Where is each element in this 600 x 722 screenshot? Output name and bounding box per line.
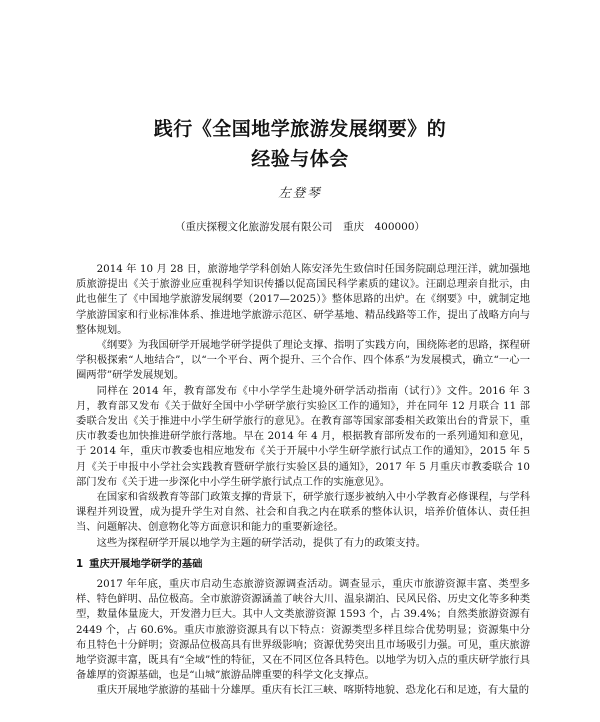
paragraph: 在国家和省级教育等部门政策支撑的背景下，研学旅行逐步被纳入中小学教育必修课程，与学科课程并列设置，成为提升学生对自然、社会和自我之内在联系的整体认识，培养价值体认、责任担当、问题解决、创意物化等方面意识和能力的重要新途径。: [76, 491, 530, 534]
section-heading-text: 重庆开展地学研学的基础: [89, 557, 203, 570]
paragraph: 《纲要》为我国研学开展地学研学提供了理论支撑、指明了实践方向，围绕陈老的思路，探程研学积极探索“人地结合”，以“一个平台、两个提升、三个合作、四个体系”为发展模式，确立“一心一圈两带”研学发展规划。: [76, 339, 530, 382]
paragraph: 2017 年年底，重庆市启动生态旅游资源调查活动。调查显示，重庆市旅游资源丰富、类型多样、特色鲜明、品位极高。全市旅游资源涵盖了峡谷大川、温泉湖泊、民风民俗、历史文化等多种类型，数量体量庞大，开发潜力巨大。其中人文类旅游资源 1593 个，占 39.4%；自然类旅游资源有 2449 个，占 60.6%。重庆市旅游资源具有以下特点：资源类型多样且综合优势明显；资源集中分布且特色十分鲜明；资源品位极高具有世界级影响；资源优势突出且市场吸引力强。可见，重庆旅游地学资源丰富，既具有“全域”性的特征，又在不同区位各具特色。以地学为切入点的重庆研学旅行具备雄厚的资源基础，也是“山城”旅游品牌重要的科学文化支撑点。: [76, 578, 530, 682]
section-heading: [76, 557, 530, 572]
paragraph: 同样在 2014 年，教育部发布《中小学学生赴境外研学活动指南（试行）》文件。2016 年 3 月，教育部又发布《关于做好全国中小学研学旅行实验区工作的通知》，并在同年 12 月联合 11 部委联合发出《关于推进中小学生研学旅行的意见》。在教育部等国家部委相关政策出台的背景下，重庆市教委也加快推进研学旅行落地。早在 2014 年 4 月，根据教育部所发布的一系列通知和意见，于 2014 年，重庆市教委也相应地发布《关于开展中小学生研学旅行试点工作的通知》，2015 年 5 月《关于申报中小学社会实践教育暨研学旅行实验区县的通知》，2017 年 5 月重庆市教委联合 10 部门发布《关于进一步深化中小学生研学旅行试点工作的实施意见》。: [76, 384, 530, 488]
paper-title-line2: 经验与体会: [251, 148, 349, 170]
paper-title-line1: 践行《全国地学旅游发展纲要》的: [153, 118, 447, 140]
section-number: 1: [76, 557, 84, 570]
author-affiliation: （重庆探稷文化旅游发展有限公司 重庆 400000）: [174, 221, 426, 233]
paragraph: 重庆开展地学旅游的基础十分雄厚。重庆有长江三峡、喀斯特地貌、恐龙化石和足迹，有大量的: [96, 684, 530, 697]
paragraph: 这些为探程研学开展以地学为主题的研学活动，提供了有力的政策支持。: [96, 536, 427, 549]
paragraph: 2014 年 10 月 28 日，旅游地学学科创始人陈安泽先生致信时任国务院副总理汪洋，就加强地质旅游提出《关于旅游业应重视科学知识传播以促高国民科学素质的建议》。汪副总理亲自批示，由此也催生了《中国地学旅游发展纲要（2017—2025）》整体思路的出炉。在《纲要》中，就制定地学旅游国家和行业标准体系、推进地学旅游示范区、研学基地、精品线路等工作，提出了战略方向与整体规划。: [76, 263, 530, 336]
author-name: 左登琴: [278, 185, 322, 200]
paper-body: [76, 262, 530, 699]
